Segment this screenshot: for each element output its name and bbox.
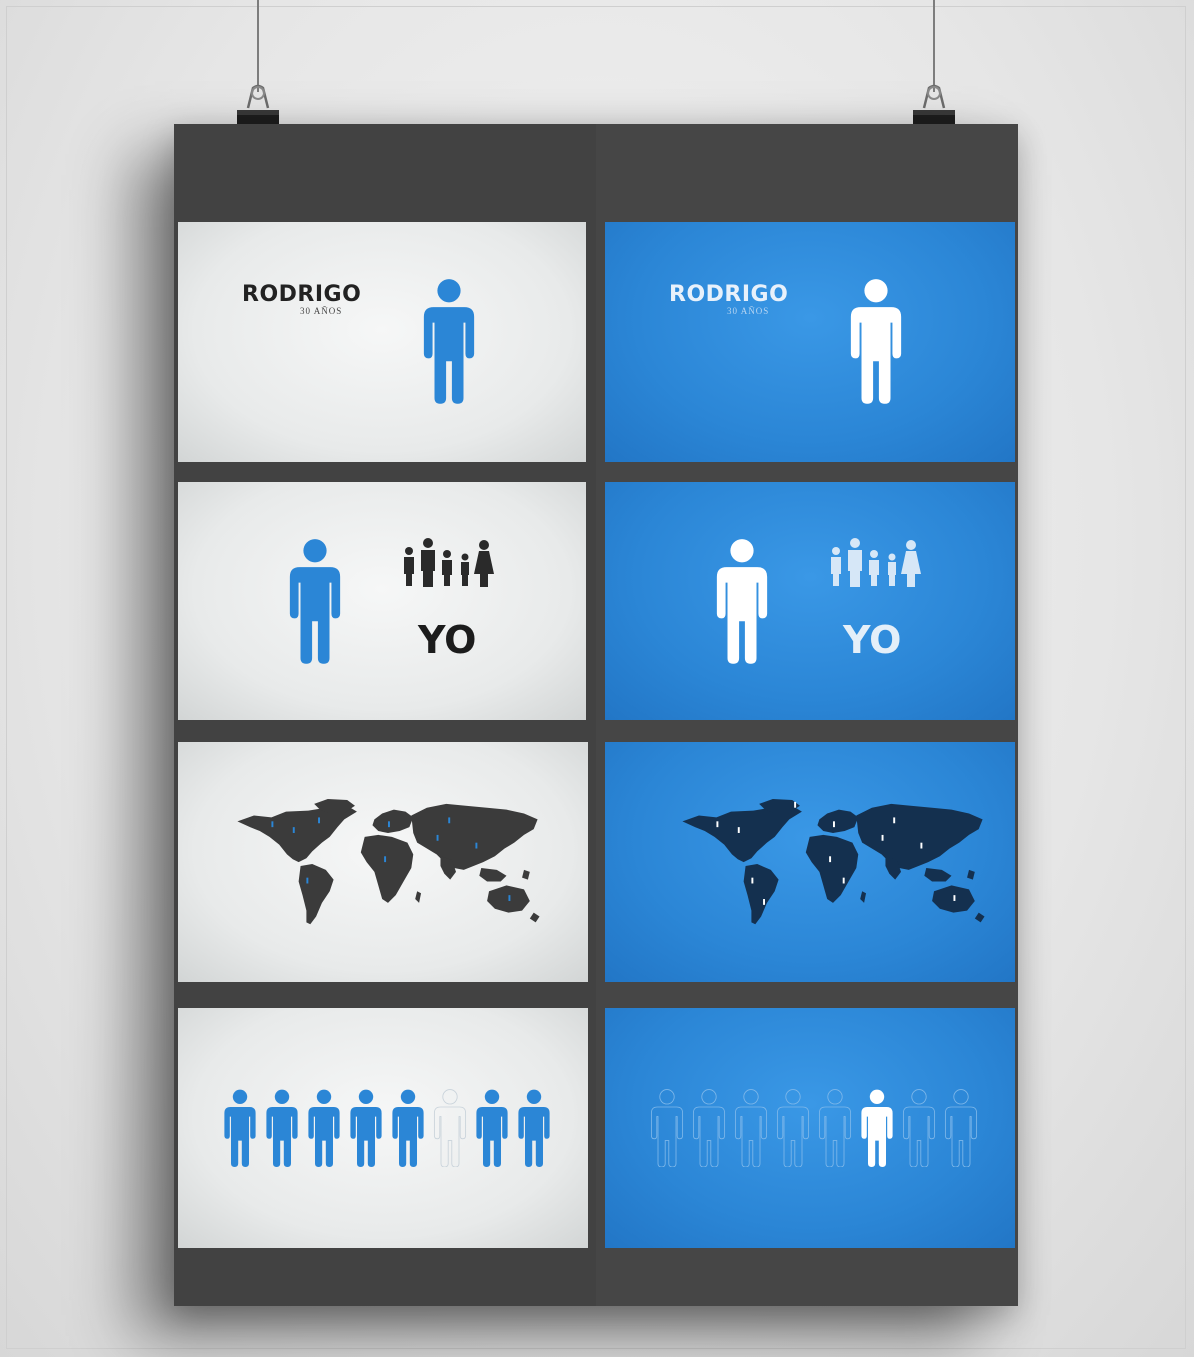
panel-map-light [178, 742, 588, 982]
world-map [675, 798, 991, 934]
panel-title-blue [605, 222, 1015, 462]
person-icon [859, 1088, 895, 1168]
person-icon [390, 1088, 426, 1168]
hanging-wire-left [257, 0, 259, 92]
brand-title: RODRIGO [669, 282, 789, 307]
person-icon [420, 278, 478, 404]
yo-label: YO [843, 618, 902, 662]
person-icon [775, 1088, 811, 1168]
brand-subtitle: 30 AÑOS [300, 306, 343, 316]
panel-row-light [178, 1008, 588, 1248]
person-icon [901, 1088, 937, 1168]
person-icon [306, 1088, 342, 1168]
panel-title-light [178, 222, 586, 462]
hanging-wire-right [933, 0, 935, 92]
person-icon [691, 1088, 727, 1168]
person-icon [222, 1088, 258, 1168]
person-icon [847, 278, 905, 404]
person-icon [817, 1088, 853, 1168]
panel-yo-blue [605, 482, 1015, 720]
family-icon [402, 538, 496, 588]
panel-yo-light [178, 482, 586, 720]
person-icon [264, 1088, 300, 1168]
poster [174, 124, 1018, 1306]
person-icon [733, 1088, 769, 1168]
brand-title: RODRIGO [242, 282, 362, 307]
brand-subtitle: 30 AÑOS [727, 306, 770, 316]
panel-row-blue [605, 1008, 1015, 1248]
person-icon [943, 1088, 979, 1168]
panel-map-blue [605, 742, 1015, 982]
yo-label: YO [418, 618, 477, 662]
person-icon [348, 1088, 384, 1168]
person-icon [286, 538, 344, 664]
person-icon [432, 1088, 468, 1168]
person-icon [713, 538, 771, 664]
person-icon [516, 1088, 552, 1168]
family-icon [829, 538, 923, 588]
person-icon [649, 1088, 685, 1168]
person-icon [474, 1088, 510, 1168]
world-map [230, 798, 546, 934]
